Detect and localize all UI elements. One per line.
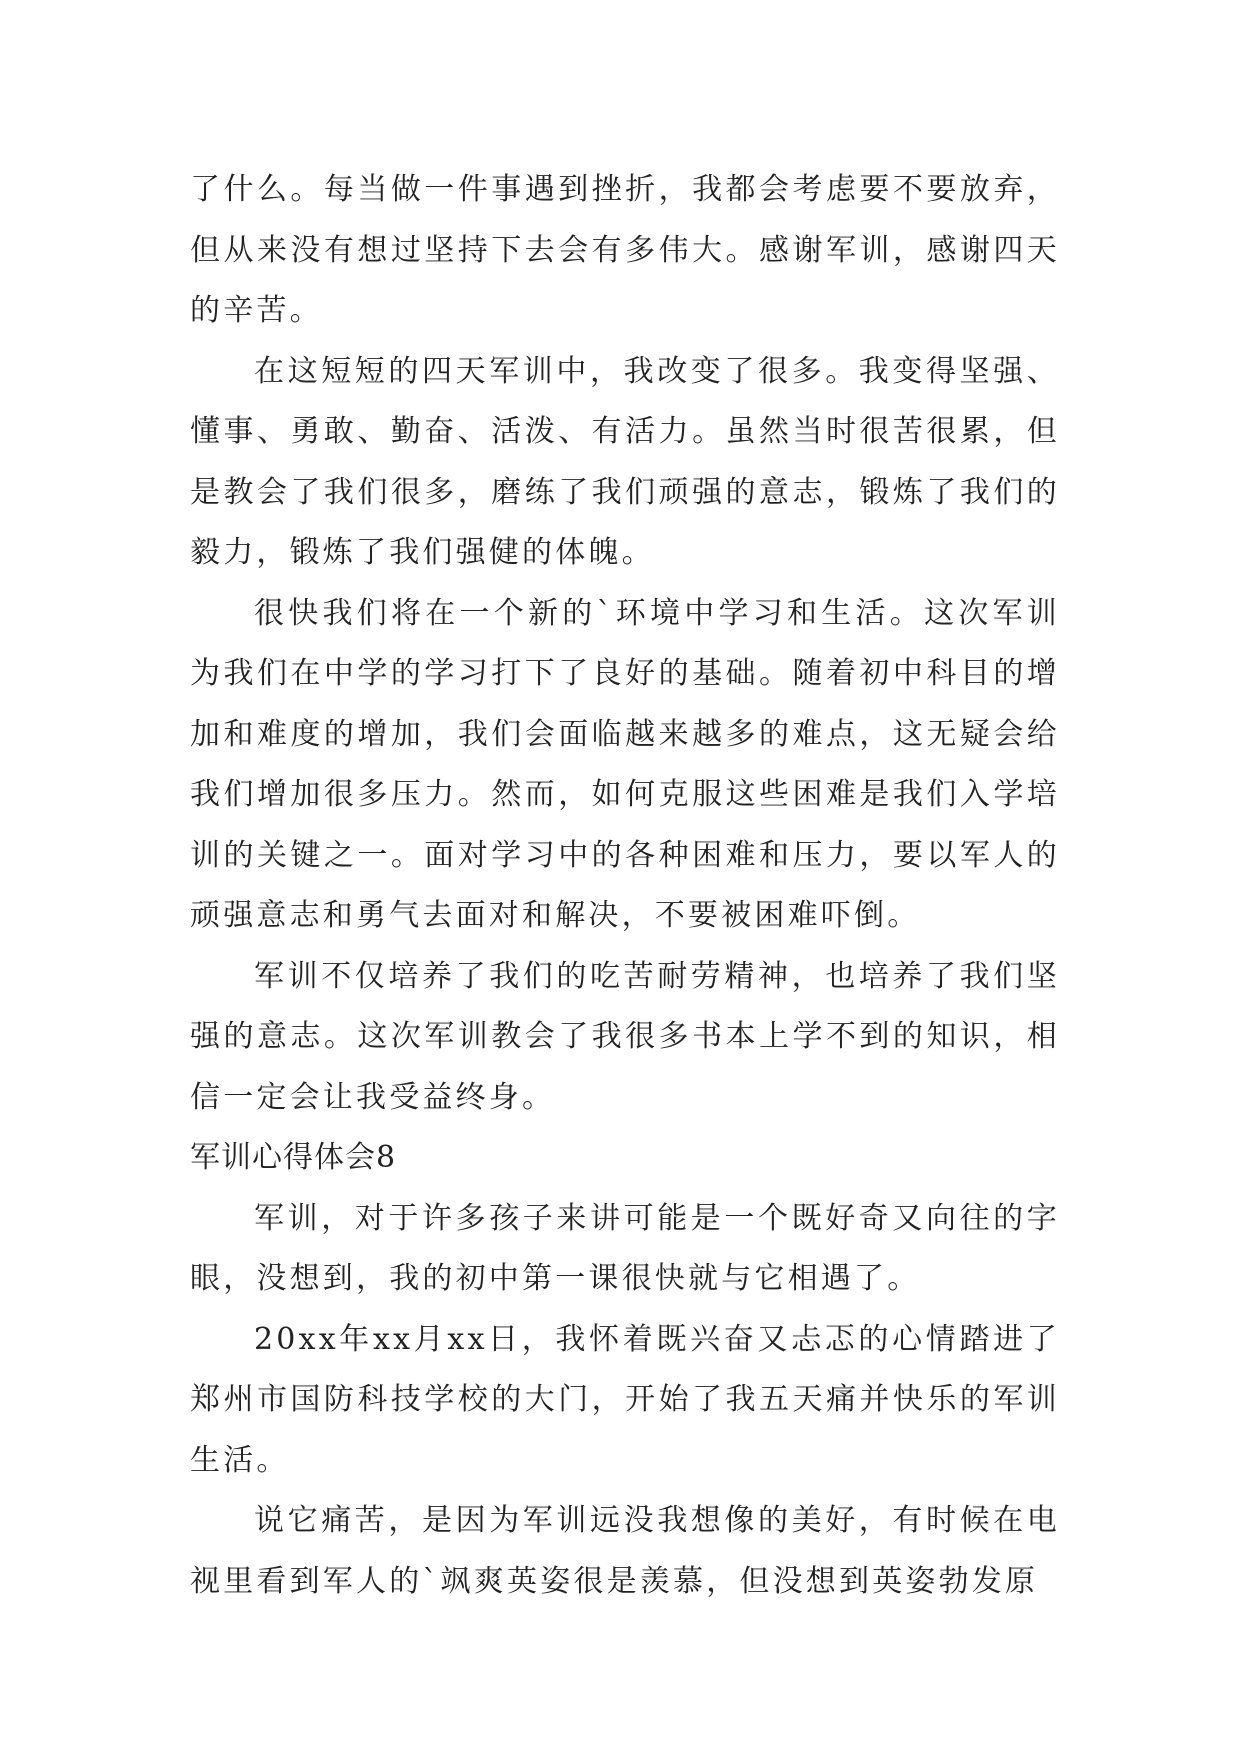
paragraph: 了什么。每当做一件事遇到挫折，我都会考虑要不要放弃，但从来没有想过坚持下去会有多伟大。感谢军训，感谢四天的辛苦。 [190,172,1060,328]
paragraph: 军训不仅培养了我们的吃苦耐劳精神，也培养了我们坚强的意志。这次军训教会了我很多书本上学不到的知识，相信一定会让我受益终身。 [190,958,1060,1115]
paragraph: 说它痛苦，是因为军训远没我想像的美好，有时候在电视里看到军人的`飒爽英姿很是羡慕，但没想到英姿勃发原 [190,1503,1060,1599]
paragraph: 20xx年xx月xx日，我怀着既兴奋又忐忑的心情踏进了郑州市国防科技学校的大门，开始了我五天痛并快乐的军训生活。 [190,1321,1060,1478]
document-body [190,160,1060,1612]
paragraph: 军训，对于许多孩子来讲可能是一个既好奇又向往的字眼，没想到，我的初中第一课很快就与它相遇了。 [190,1200,1060,1296]
paragraph: 在这短短的四天军训中，我改变了很多。我变得坚强、懂事、勇敢、勤奋、活泼、有活力。虽然当时很苦很累，但是教会了我们很多，磨练了我们顽强的意志，锻炼了我们的毅力，锻炼了我们强健的体魄。 [190,353,1060,570]
section-heading: 军训心得体会8 [190,1140,397,1175]
paragraph: 很快我们将在一个新的`环境中学习和生活。这次军训为我们在中学的学习打下了良好的基础。随着初中科目的增加和难度的增加，我们会面临越来越多的难点，这无疑会给我们增加很多压力。然而，如何克服这些困难是我们入学培训的关键之一。面对学习中的各种困难和压力，要以军人的顽强意志和勇气去面对和解决，不要被困难吓倒。 [190,595,1060,933]
